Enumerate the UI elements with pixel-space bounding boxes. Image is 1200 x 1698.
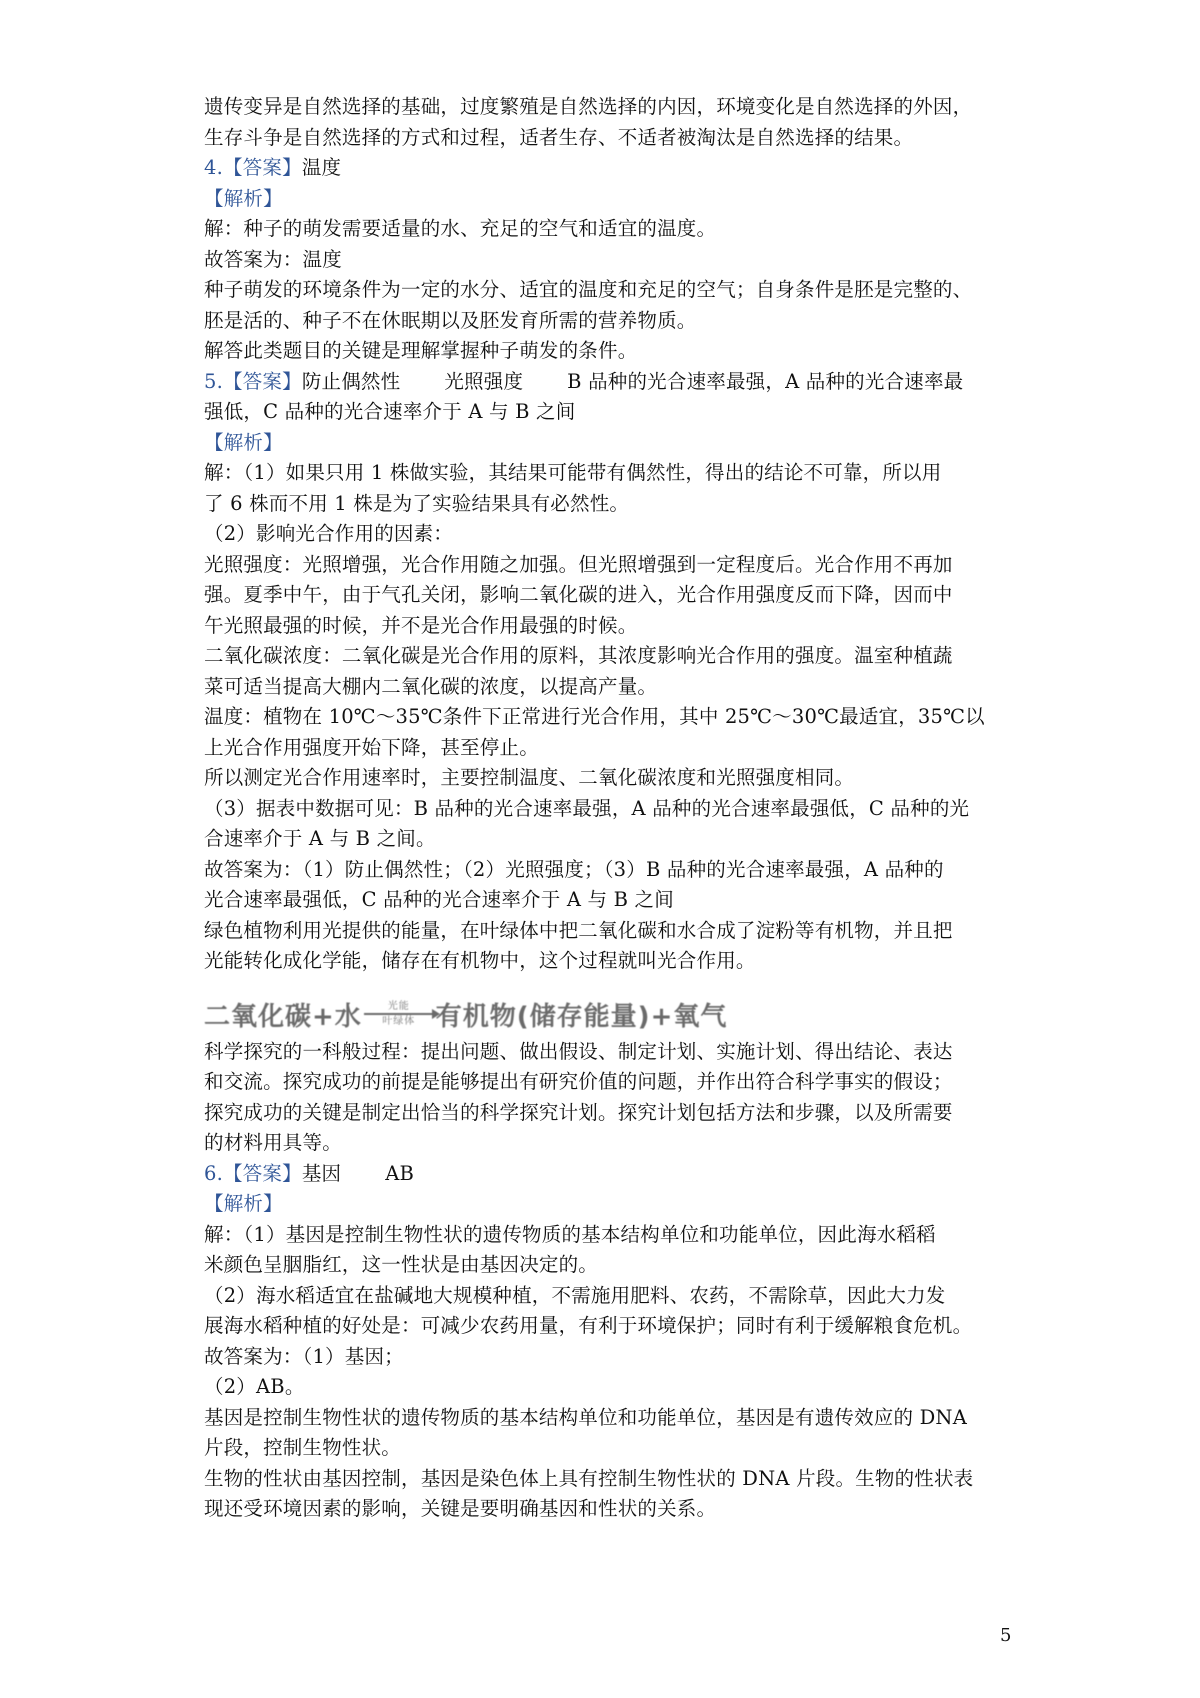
q6-answer-1: 基因: [301, 1161, 342, 1185]
q5-text-line: 解：（1）如果只用 1 株做实验，其结果可能带有偶然性，得出的结论不可靠，所以用: [204, 461, 942, 484]
q6-number: 6.: [204, 1161, 224, 1185]
arrow-condition-under: 叶绿体: [382, 1015, 416, 1027]
q5-text-line: 合速率介于 A 与 B 之间。: [204, 827, 436, 850]
q5-answer-3: B 品种的光合速率最强，A 品种的光合速率最: [567, 369, 964, 393]
q6-text-line: 片段，控制生物性状。: [204, 1436, 402, 1459]
q4-analysis-tag: 【解析】: [204, 186, 283, 210]
q4-text-line: 胚是活的、种子不在休眠期以及胚发育所需的营养物质。: [204, 308, 697, 332]
q5-text-line: 光照强度：光照增强，光合作用随之加强。但光照增强到一定程度后。光合作用不再加: [204, 552, 953, 576]
q5-text-line: 了 6 株而不用 1 株是为了实验结果具有必然性。: [204, 491, 630, 515]
q6-text-line: 展海水稻种植的好处是：可减少农药用量，有利于环境保护；同时有利于缓解粮食危机。: [204, 1314, 973, 1337]
arrow-condition-over: 光能: [387, 1000, 410, 1012]
q6-answer-line: [204, 1159, 1014, 1190]
q6-answer-tag: 【答案】: [223, 1161, 302, 1185]
q5-answer-tag: 【答案】: [223, 369, 302, 393]
q5-text-line: （3）据表中数据可见：B 品种的光合速率最强，A 品种的光合速率最强低，C 品种的光: [204, 796, 970, 820]
page-content: [204, 92, 1014, 1525]
q4-number: 4.: [204, 156, 224, 179]
q6-text-line: （2）AB。: [204, 1375, 305, 1398]
q5-text-line: 午光照最强的时候，并不是光合作用最强的时候。: [204, 613, 638, 637]
q4-answer-line: [204, 153, 1014, 184]
q5-answer-2: 光照强度: [444, 369, 524, 393]
q5-text-line: 菜可适当提高大棚内二氧化碳的浓度，以提高产量。: [204, 674, 658, 698]
q4-answer-tag: 【答案】: [223, 156, 302, 179]
q4-text-line: 解答此类题目的关键是理解掌握种子萌发的条件。: [204, 339, 638, 362]
q5-text-line: 所以测定光合作用速率时，主要控制温度、二氧化碳浓度和光照强度相同。: [204, 766, 855, 789]
q5-text-line: 温度：植物在 10℃～35℃条件下正常进行光合作用，其中 25℃～30℃最适宜，35℃以: [204, 705, 985, 728]
q5-text-line: 二氧化碳浓度：二氧化碳是光合作用的原料，其浓度影响光合作用的强度。温室种植蔬: [204, 644, 953, 667]
q5-text-line: 强。夏季中午，由于气孔关闭，影响二氧化碳的进入，光合作用强度反而下降，因而中: [204, 583, 953, 606]
q5-text-line: 绿色植物利用光提供的能量，在叶绿体中把二氧化碳和水合成了淀粉等有机物，并且把: [204, 918, 953, 942]
q6-text-line: 生物的性状由基因控制，基因是染色体上具有控制生物性状的 DNA 片段。生物的性状表: [204, 1466, 974, 1490]
q5-text-line: 光合速率最强低，C 品种的光合速率介于 A 与 B 之间: [204, 888, 674, 911]
text-line: 遗传变异是自然选择的基础，过度繁殖是自然选择的内因，环境变化是自然选择的外因，: [204, 95, 973, 118]
q5-text-line: 科学探究的一科般过程：提出问题、做出假设、制定计划、实施计划、得出结论、表达: [204, 1039, 953, 1063]
q6-answer-2: AB: [385, 1161, 415, 1185]
q5-text-line: 光能转化成化学能，储存在有机物中，这个过程就叫光合作用。: [204, 949, 756, 972]
q6-text-line: （2）海水稻适宜在盐碱地大规模种植，不需施用肥料、农药，不需除草，因此大力发: [204, 1283, 946, 1307]
q5-text-line: （2）影响光合作用的因素：: [204, 522, 454, 545]
q5-text-line: 的材料用具等。: [204, 1131, 342, 1154]
q6-text-line: 米颜色呈胭脂红，这一性状是由基因决定的。: [204, 1253, 599, 1276]
page-number: 5: [1000, 1625, 1012, 1646]
q5-analysis-tag: 【解析】: [204, 430, 283, 454]
text-line: 生存斗争是自然选择的方式和过程，适者生存、不适者被淘汰是自然选择的结果。: [204, 125, 914, 149]
photosynthesis-equation-image: [204, 977, 1014, 1037]
q5-text-line: 上光合作用强度开始下降，甚至停止。: [204, 735, 539, 759]
q6-text-line: 故答案为：（1）基因；: [204, 1344, 404, 1368]
q5-answer-line: [204, 367, 1014, 398]
q6-analysis-tag: 【解析】: [204, 1192, 283, 1215]
q5-text-line: 故答案为：（1）防止偶然性；（2）光照强度；（3）B 品种的光合速率最强，A 品种的: [204, 857, 944, 881]
arrow-icon: [364, 1013, 434, 1015]
q5-answer-cont: 强低，C 品种的光合速率介于 A 与 B 之间: [204, 400, 576, 423]
q4-answer: 温度: [301, 156, 342, 179]
q4-text-line: 解：种子的萌发需要适量的水、充足的空气和适宜的温度。: [204, 217, 717, 240]
equation-products: 有机物(储存能量)+氧气: [435, 1002, 728, 1032]
q6-text-line: 基因是控制生物性状的遗传物质的基本结构单位和功能单位，基因是有遗传效应的 DNA: [204, 1405, 967, 1429]
q4-text-line: 种子萌发的环境条件为一定的水分、适宜的温度和充足的空气；自身条件是胚是完整的、: [204, 278, 973, 301]
equation-reactants: 二氧化碳+水: [204, 1002, 362, 1032]
reaction-arrow: [364, 1001, 434, 1027]
q5-number: 5.: [204, 369, 224, 393]
q6-text-line: 现还受环境因素的影响，关键是要明确基因和性状的关系。: [204, 1497, 717, 1520]
q6-text-line: 解：（1）基因是控制生物性状的遗传物质的基本结构单位和功能单位，因此海水稻稻: [204, 1222, 936, 1246]
q5-answer-1: 防止偶然性: [301, 369, 401, 393]
q5-text-line: 和交流。探究成功的前提是能够提出有研究价值的问题，并作出符合科学事实的假设；: [204, 1070, 953, 1093]
q5-text-line: 探究成功的关键是制定出恰当的科学探究计划。探究计划包括方法和步骤，以及所需要: [204, 1100, 953, 1124]
q4-text-line: 故答案为：温度: [204, 247, 342, 271]
